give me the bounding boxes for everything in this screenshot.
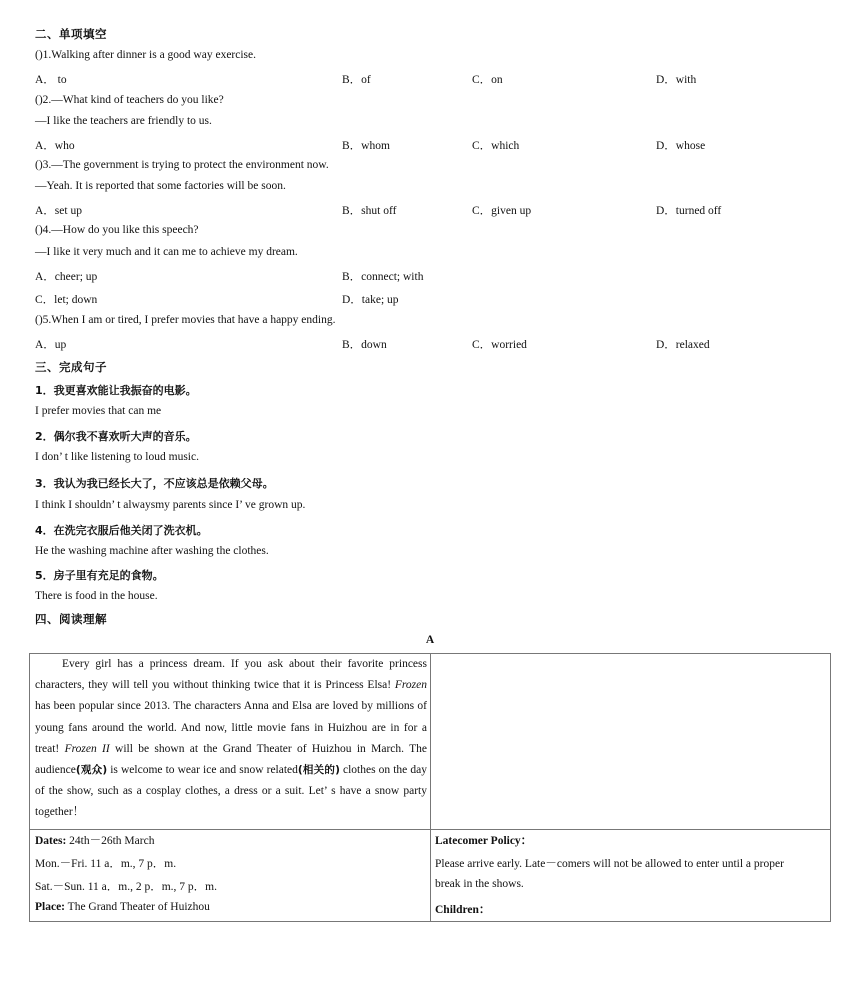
passage-title-frozen2: Frozen II — [64, 742, 110, 755]
question-1-stem: ()1.Walking after dinner is a good way exercise. — [35, 49, 257, 61]
sentence-4-english: He the washing machine after washing the clothes. — [35, 545, 269, 557]
q2-option-a[interactable]: A．who — [35, 140, 75, 152]
latecomer-text-1: Please arrive early. Late－comers will not be allowed to enter until a proper — [435, 858, 784, 870]
q4-option-c[interactable]: C．let; down — [35, 294, 98, 306]
q1-option-a[interactable]: A． to — [35, 74, 67, 86]
q1-option-b[interactable]: B．of — [342, 74, 371, 86]
question-2-stem: ()2.—What kind of teachers do you like? — [35, 94, 224, 106]
reading-table — [29, 653, 831, 922]
sentence-1-chinese: 1．我更喜欢能让我振奋的电影。 — [35, 384, 197, 397]
latecomer-text-2: break in the shows. — [435, 878, 524, 890]
q1-option-d[interactable]: D．with — [656, 74, 697, 86]
dates-label: Dates: — [35, 835, 67, 847]
q5-option-c[interactable]: C．worried — [472, 339, 527, 351]
place-label: Place: — [35, 901, 66, 913]
sentence-5-english: There is food in the house. — [35, 590, 158, 602]
table-divider-vertical — [430, 654, 431, 921]
sentence-1-english: I prefer movies that can me — [35, 405, 162, 417]
weekend-times: Sat.－Sun. 11 a．m., 2 p．m., 7 p．m. — [35, 881, 217, 893]
question-3-line2: —Yeah. It is reported that some factories will be soon. — [35, 180, 286, 192]
section3-title: 三、完成句子 — [35, 360, 107, 374]
q5-option-b[interactable]: B．down — [342, 339, 387, 351]
passage-title-frozen: Frozen — [394, 679, 427, 692]
q2-option-b[interactable]: B．whom — [342, 140, 390, 152]
q5-option-d[interactable]: D．relaxed — [656, 339, 710, 351]
question-3-stem: ()3.—The government is trying to protect the environment now. — [35, 159, 329, 171]
passage-part-3: will be shown at the Grand Theater of Huizhou in March. The audience — [35, 742, 427, 777]
weekday-times: Mon.－Fri. 11 a．m., 7 p．m. — [35, 858, 177, 870]
passage-part-1: Every girl has a princess dream. If you ask about their favorite princess characters, they will tell you without thinking twice that it is Princess Elsa! — [35, 658, 427, 692]
place-value: The Grand Theater of Huizhou — [65, 901, 210, 913]
q4-option-d[interactable]: D．take; up — [342, 294, 399, 306]
section4-title: 四、阅读理解 — [35, 612, 107, 626]
question-4-stem: ()4.—How do you like this speech? — [35, 224, 199, 236]
place-line — [35, 901, 210, 913]
question-4-line2: —I like it very much and it can me to achieve my dream. — [35, 246, 298, 258]
q2-option-d[interactable]: D．whose — [656, 140, 706, 152]
sentence-2-english: I don’ t like listening to loud music. — [35, 451, 199, 463]
q1-option-c[interactable]: C．on — [472, 74, 503, 86]
passage-part-4: is welcome to wear ice and snow related — [107, 764, 298, 777]
question-2-line2: —I like the teachers are friendly to us. — [35, 115, 212, 127]
q2-option-c[interactable]: C．which — [472, 140, 520, 152]
sentence-3-english: I think I shouldn’ t alwaysmy parents since I’ ve grown up. — [35, 499, 306, 511]
gloss-audience: (观众) — [75, 764, 108, 777]
sentence-3-chinese: 3．我认为我已经长大了，不应该总是依赖父母。 — [35, 477, 274, 490]
q3-option-b[interactable]: B．shut off — [342, 205, 397, 217]
q4-option-b[interactable]: B．connect; with — [342, 271, 424, 283]
latecomer-label: Latecomer Policy： — [435, 835, 533, 847]
gloss-related: (相关的) — [297, 764, 340, 777]
passage-part-5: clothes on the day of the show, such as a cosplay clothes, a dress or a suit. Let’ s have a snow party together！ — [35, 764, 427, 819]
children-label: Children： — [435, 904, 491, 916]
table-divider-horizontal — [30, 829, 830, 830]
sentence-2-chinese: 2．偶尔我不喜欢听大声的音乐。 — [35, 430, 197, 443]
passage-part-2: has been popular since 2013. The characters Anna and Elsa are loved by millions of young fans around the world. And now, little movie fans in Huizhou are in for a treat! — [35, 700, 427, 755]
dates-value: 24th－26th March — [66, 835, 155, 847]
q5-option-a[interactable]: A．up — [35, 339, 67, 351]
question-5-stem: ()5.When I am or tired, I prefer movies that have a happy ending. — [35, 314, 336, 326]
q3-option-a[interactable]: A．set up — [35, 205, 82, 217]
passage-label: A — [425, 634, 435, 646]
sentence-5-chinese: 5．房子里有充足的食物。 — [35, 569, 164, 582]
q3-option-c[interactable]: C．given up — [472, 205, 532, 217]
section2-title: 二、单项填空 — [35, 27, 107, 41]
sentence-4-chinese: 4．在洗完衣服后他关闭了洗衣机。 — [35, 524, 208, 537]
q3-option-d[interactable]: D．turned off — [656, 205, 722, 217]
passage-text — [35, 654, 427, 824]
q4-option-a[interactable]: A．cheer; up — [35, 271, 98, 283]
dates-line — [35, 832, 154, 848]
